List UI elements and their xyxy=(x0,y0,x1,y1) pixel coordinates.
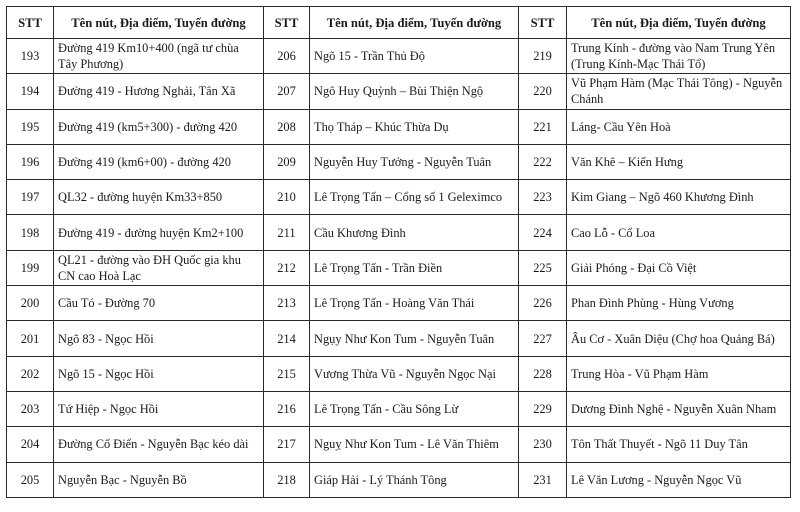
cell-location-name: Cao Lỗ - Cổ Loa xyxy=(567,215,791,250)
cell-stt: 221 xyxy=(519,109,567,144)
cell-location-name: Tứ Hiệp - Ngọc Hồi xyxy=(54,391,264,426)
cell-location-name: Đường 419 Km10+400 (ngã tư chùa Tây Phương) xyxy=(54,39,264,74)
cell-stt: 198 xyxy=(7,215,54,250)
cell-stt: 196 xyxy=(7,144,54,179)
cell-stt: 225 xyxy=(519,250,567,285)
cell-location-name: Nguỵ Như Kon Tum - Lê Văn Thiêm xyxy=(310,427,519,462)
cell-location-name: Ngụy Như Kon Tum - Nguyễn Tuân xyxy=(310,321,519,356)
cell-stt: 201 xyxy=(7,321,54,356)
header-stt: STT xyxy=(264,7,310,39)
cell-location-name: Vũ Phạm Hàm (Mạc Thái Tông) - Nguyễn Chánh xyxy=(567,74,791,109)
cell-location-name: QL21 - đường vào ĐH Quốc gia khu CN cao Hoà Lạc xyxy=(54,250,264,285)
cell-stt: 202 xyxy=(7,356,54,391)
cell-location-name: Giải Phóng - Đại Cồ Việt xyxy=(567,250,791,285)
cell-location-name: Ngõ 15 - Ngọc Hồi xyxy=(54,356,264,391)
cell-location-name: Ngô Huy Quỳnh – Bùi Thiện Ngộ xyxy=(310,74,519,109)
header-stt: STT xyxy=(519,7,567,39)
cell-stt: 195 xyxy=(7,109,54,144)
cell-location-name: Văn Khê – Kiến Hưng xyxy=(567,144,791,179)
cell-stt: 216 xyxy=(264,391,310,426)
cell-stt: 211 xyxy=(264,215,310,250)
cell-stt: 197 xyxy=(7,180,54,215)
table-row xyxy=(7,144,791,179)
cell-stt: 222 xyxy=(519,144,567,179)
cell-location-name: Trung Hòa - Vũ Phạm Hàm xyxy=(567,356,791,391)
cell-location-name: Thọ Tháp – Khúc Thừa Dụ xyxy=(310,109,519,144)
cell-location-name: Phan Đình Phùng - Hùng Vương xyxy=(567,286,791,321)
cell-location-name: Nguyễn Huy Tưởng - Nguyễn Tuân xyxy=(310,144,519,179)
cell-stt: 224 xyxy=(519,215,567,250)
cell-location-name: Lê Trọng Tấn - Hoàng Văn Thái xyxy=(310,286,519,321)
cell-stt: 205 xyxy=(7,462,54,497)
cell-location-name: Nguyễn Bạc - Nguyễn Bồ xyxy=(54,462,264,497)
cell-location-name: Trung Kính - đường vào Nam Trung Yên (Trung Kính-Mạc Thái Tổ) xyxy=(567,39,791,74)
cell-stt: 210 xyxy=(264,180,310,215)
header-name: Tên nút, Địa điểm, Tuyến đường xyxy=(567,7,791,39)
table-row xyxy=(7,321,791,356)
cell-stt: 207 xyxy=(264,74,310,109)
cell-location-name: Lê Văn Lương - Nguyễn Ngọc Vũ xyxy=(567,462,791,497)
cell-location-name: Dương Đình Nghệ - Nguyễn Xuân Nham xyxy=(567,391,791,426)
cell-location-name: Ngõ 15 - Trần Thủ Độ xyxy=(310,39,519,74)
cell-stt: 213 xyxy=(264,286,310,321)
cell-location-name: Kim Giang – Ngõ 460 Khương Đình xyxy=(567,180,791,215)
cell-stt: 230 xyxy=(519,427,567,462)
cell-stt: 206 xyxy=(264,39,310,74)
cell-location-name: Đường Cổ Điển - Nguyễn Bạc kéo dài xyxy=(54,427,264,462)
cell-location-name: Vương Thừa Vũ - Nguyễn Ngọc Nại xyxy=(310,356,519,391)
cell-location-name: QL32 - đường huyện Km33+850 xyxy=(54,180,264,215)
cell-stt: 209 xyxy=(264,144,310,179)
cell-location-name: Đường 419 - Hương Nghải, Tân Xã xyxy=(54,74,264,109)
cell-stt: 203 xyxy=(7,391,54,426)
table-row xyxy=(7,356,791,391)
cell-stt: 223 xyxy=(519,180,567,215)
header-stt: STT xyxy=(7,7,54,39)
cell-location-name: Lê Trọng Tấn - Trần Điền xyxy=(310,250,519,285)
header-name: Tên nút, Địa điểm, Tuyến đường xyxy=(310,7,519,39)
cell-stt: 226 xyxy=(519,286,567,321)
cell-location-name: Đường 419 (km6+00) - đường 420 xyxy=(54,144,264,179)
cell-stt: 231 xyxy=(519,462,567,497)
header-row xyxy=(7,7,791,39)
cell-location-name: Lê Trọng Tấn - Cầu Sông Lừ xyxy=(310,391,519,426)
cell-stt: 193 xyxy=(7,39,54,74)
cell-location-name: Lê Trọng Tấn – Cổng số 1 Geleximco xyxy=(310,180,519,215)
cell-stt: 212 xyxy=(264,250,310,285)
cell-stt: 214 xyxy=(264,321,310,356)
cell-location-name: Âu Cơ - Xuân Diệu (Chợ hoa Quảng Bá) xyxy=(567,321,791,356)
cell-location-name: Đường 419 (km5+300) - đường 420 xyxy=(54,109,264,144)
cell-stt: 218 xyxy=(264,462,310,497)
table-row xyxy=(7,74,791,109)
cell-stt: 228 xyxy=(519,356,567,391)
cell-stt: 204 xyxy=(7,427,54,462)
table-row xyxy=(7,391,791,426)
cell-stt: 215 xyxy=(264,356,310,391)
intersection-table xyxy=(6,6,791,498)
cell-stt: 217 xyxy=(264,427,310,462)
table-row xyxy=(7,427,791,462)
cell-location-name: Cầu Khương Đình xyxy=(310,215,519,250)
table-row xyxy=(7,109,791,144)
cell-location-name: Giáp Hải - Lý Thánh Tông xyxy=(310,462,519,497)
header-name: Tên nút, Địa điểm, Tuyến đường xyxy=(54,7,264,39)
cell-stt: 199 xyxy=(7,250,54,285)
table-row xyxy=(7,39,791,74)
cell-location-name: Tôn Thất Thuyết - Ngõ 11 Duy Tân xyxy=(567,427,791,462)
cell-stt: 227 xyxy=(519,321,567,356)
cell-stt: 229 xyxy=(519,391,567,426)
table-row xyxy=(7,180,791,215)
cell-stt: 208 xyxy=(264,109,310,144)
cell-location-name: Cầu Tó - Đường 70 xyxy=(54,286,264,321)
table-row xyxy=(7,462,791,497)
cell-location-name: Ngõ 83 - Ngọc Hồi xyxy=(54,321,264,356)
table-row xyxy=(7,286,791,321)
table-row xyxy=(7,250,791,285)
cell-stt: 200 xyxy=(7,286,54,321)
cell-stt: 194 xyxy=(7,74,54,109)
cell-stt: 220 xyxy=(519,74,567,109)
cell-stt: 219 xyxy=(519,39,567,74)
cell-location-name: Láng- Cầu Yên Hoà xyxy=(567,109,791,144)
cell-location-name: Đường 419 - đường huyện Km2+100 xyxy=(54,215,264,250)
table-row xyxy=(7,215,791,250)
